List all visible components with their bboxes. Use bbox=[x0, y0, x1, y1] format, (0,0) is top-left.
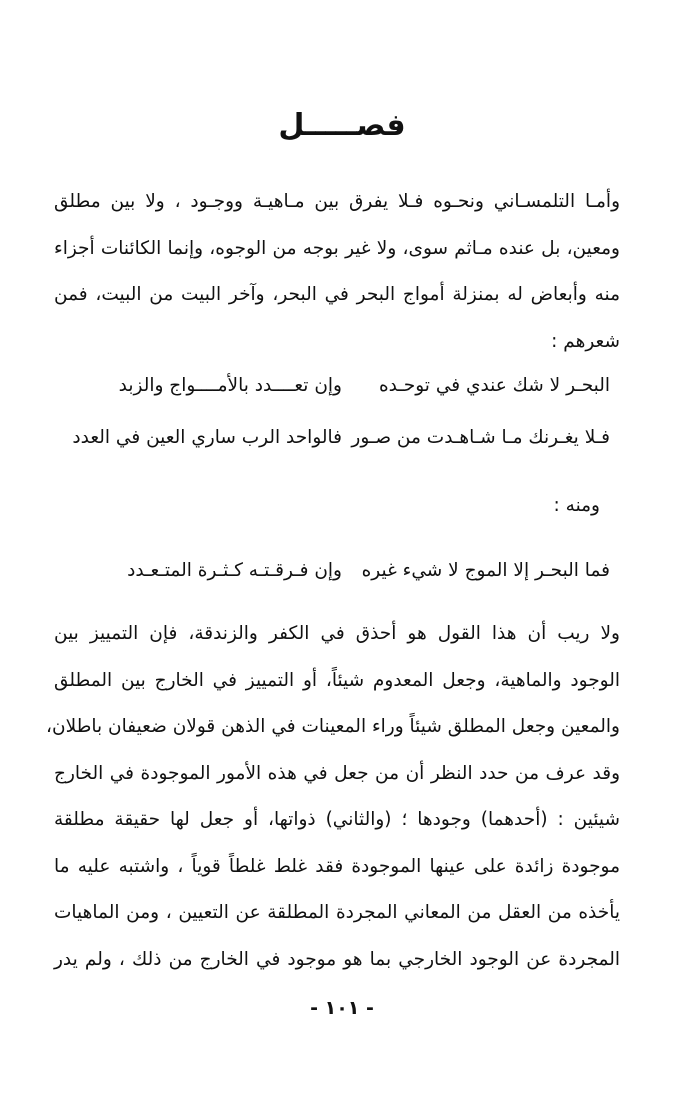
verse-line bbox=[80, 366, 610, 406]
verse-second-hemistich: وإن تعــــدد بالأمــــواج والزبد bbox=[118, 375, 342, 396]
body-line: يأخذه من العقل من المعاني المجردة المطلقة عن التعيين ، ومن الماهيات bbox=[54, 902, 620, 923]
section-heading: فصـــــل bbox=[278, 108, 406, 143]
verse-first-hemistich: البحـر لا شك عندي في توحـده bbox=[378, 375, 610, 396]
verse-second-hemistich: فالواحد الرب ساري العين في العدد bbox=[72, 427, 342, 448]
verse-first-hemistich: فما البحـر إلا الموج لا شيء غيره bbox=[361, 560, 610, 581]
page-number: - ١٠١ - bbox=[310, 997, 374, 1019]
intro-line: وأمـا التلمسـاني ونحـوه فـلا يفرق بين مـاهيـة ووجـود ، ولا بين مطلق bbox=[54, 191, 620, 212]
verse-first-hemistich: فـلا يغـرنك مـا شـاهـدت من صـور bbox=[351, 427, 610, 448]
verse-line bbox=[80, 551, 610, 591]
body-line: شيئين : (أحدهما) وجودها ؛ (والثاني) ذواتها، أو جعل لها حقيقة مطلقة bbox=[54, 809, 620, 830]
body-line: الوجود والماهية، وجعل المعدوم شيئاً، أو التمييز في الخارج بين المطلق bbox=[54, 669, 620, 691]
body-line: موجودة زائدة على عينها الموجودة فقد غلط غلطاً قوياً ، واشتبه عليه ما bbox=[54, 855, 620, 877]
verse-second-hemistich: وإن فـرقـتـه كـثـرة المتـعـدد bbox=[127, 560, 342, 581]
intro-line: منه وأبعاض له بمنزلة أمواج البحر في البحر، وآخر البيت من البيت، فمن bbox=[54, 284, 620, 305]
body-line: المجردة عن الوجود الخارجي بما هو موجود في الخارج من ذلك ، ولم يدر bbox=[54, 948, 620, 970]
intro-line: ومعين، بل عنده مـاثم سوى، ولا غير بوجه من الوجوه، وإنما الكائنات أجزاء bbox=[54, 237, 620, 259]
intro-line: شعرهم : bbox=[551, 330, 620, 352]
body-paragraph bbox=[46, 611, 620, 983]
verse-line bbox=[72, 418, 610, 458]
body-line: وقد عرف من حدد النظر أن من جعل في هذه الأمور الموجودة في الخارج bbox=[54, 762, 620, 784]
intro-paragraph bbox=[54, 179, 620, 365]
minhu-label: ومنه : bbox=[553, 495, 600, 516]
body-line: ولا ريب أن هذا القول هو أحذق في الكفر والزندقة، فإن التمييز بين bbox=[54, 623, 620, 644]
body-line: والمعين وجعل المطلق شيئاً وراء المعينات في الذهن قولان ضعيفان باطلان، bbox=[46, 716, 620, 737]
